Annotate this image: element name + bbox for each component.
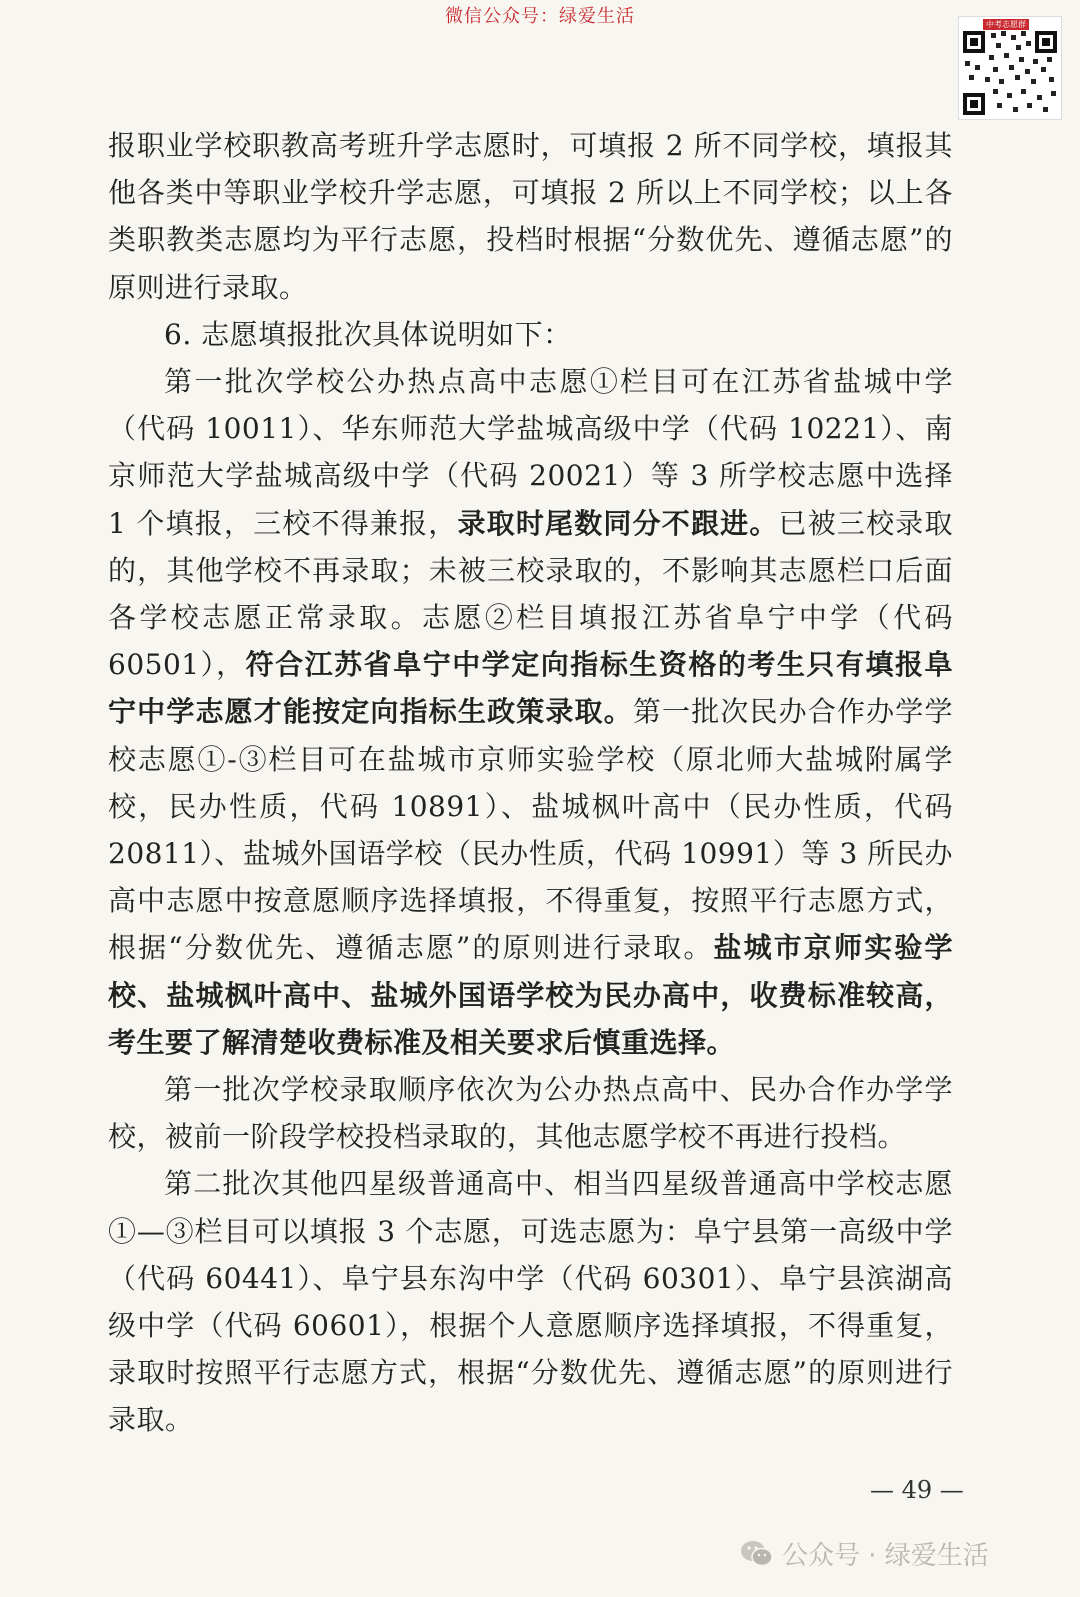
footer-watermark bbox=[740, 1535, 989, 1572]
p3-text-3: 第一批次民办合作办学学校志愿①-③栏目可在盐城市京师实验学校（原北师大盐城附属学校，民办性质，代码 10891）、盐城枫叶高中（民办性质，代码 20811）、盐城外国语学校（民办性质，代码 10991）等 3 所民办高中志愿中按意愿顺序选择填报，不得重复，按照平行志愿方式，根据“分数优先、遵循志愿”的原则进行录取。 bbox=[108, 695, 953, 965]
paragraph-5: 第二批次其他四星级普通高中、相当四星级普通高中学校志愿①—③栏目可以填报 3 个志愿，可选志愿为：阜宁县第一高级中学（代码 60441）、阜宁县东沟中学（代码 60301）、阜宁县滨湖高级中学（代码 60601），根据个人意愿顺序选择填报，不得重复，录取时按照平行志愿方式，根据“分数优先、遵循志愿”的原则进行录取。 bbox=[108, 1167, 953, 1437]
p3-bold-3: 盐城市京师实验学校、盐城枫叶高中、盐城外国语学校为民办高中，收费标准较高，考生要了解清楚收费标准及相关要求后慎重选择。 bbox=[108, 931, 953, 1059]
paragraph-2: 6. 志愿填报批次具体说明如下： bbox=[164, 317, 572, 351]
wechat-icon bbox=[740, 1539, 774, 1569]
qr-tag: 中考志愿群 bbox=[983, 19, 1029, 30]
p3-text-1: 第一批次学校公办热点高中志愿①栏目可在江苏省盐城中学（代码 10011）、华东师范大学盐城高级中学（代码 10221）、南京师范大学盐城高级中学（代码 20021）等 3 所学校志愿中选择 1 个填报，三校不得兼报， bbox=[108, 365, 953, 540]
footer-watermark-text: 公众号 · 绿爱生活 bbox=[782, 1541, 989, 1571]
header-watermark: 微信公众号：绿爱生活 bbox=[445, 6, 635, 27]
document-body bbox=[108, 122, 953, 1444]
p3-text-2: 已被三校录取的，其他学校不再录取；未被三校录取的，不影响其志愿栏口后面各学校志愿正常录取。志愿②栏目填报江苏省阜宁中学（代码 60501）， bbox=[108, 506, 953, 682]
paragraph-3 bbox=[108, 358, 953, 1066]
p3-bold-1: 录取时尾数同分不跟进。 bbox=[457, 506, 779, 540]
paragraph-1: 报职业学校职教高考班升学志愿时，可填报 2 所不同学校，填报其他各类中等职业学校升学志愿，可填报 2 所以上不同学校；以上各类职教类志愿均为平行志愿，投档时根据“分数优先、遵循志愿”的原则进行录取。 bbox=[108, 129, 953, 304]
qr-code-icon bbox=[958, 16, 1062, 120]
p3-bold-2: 符合江苏省阜宁中学定向指标生资格的考生只有填报阜宁中学志愿才能按定向指标生政策录取。 bbox=[108, 648, 953, 729]
page-number: — 49 — bbox=[870, 1476, 964, 1504]
paragraph-4: 第一批次学校录取顺序依次为公办热点高中、民办合作办学学校，被前一阶段学校投档录取的，其他志愿学校不再进行投档。 bbox=[108, 1073, 953, 1154]
